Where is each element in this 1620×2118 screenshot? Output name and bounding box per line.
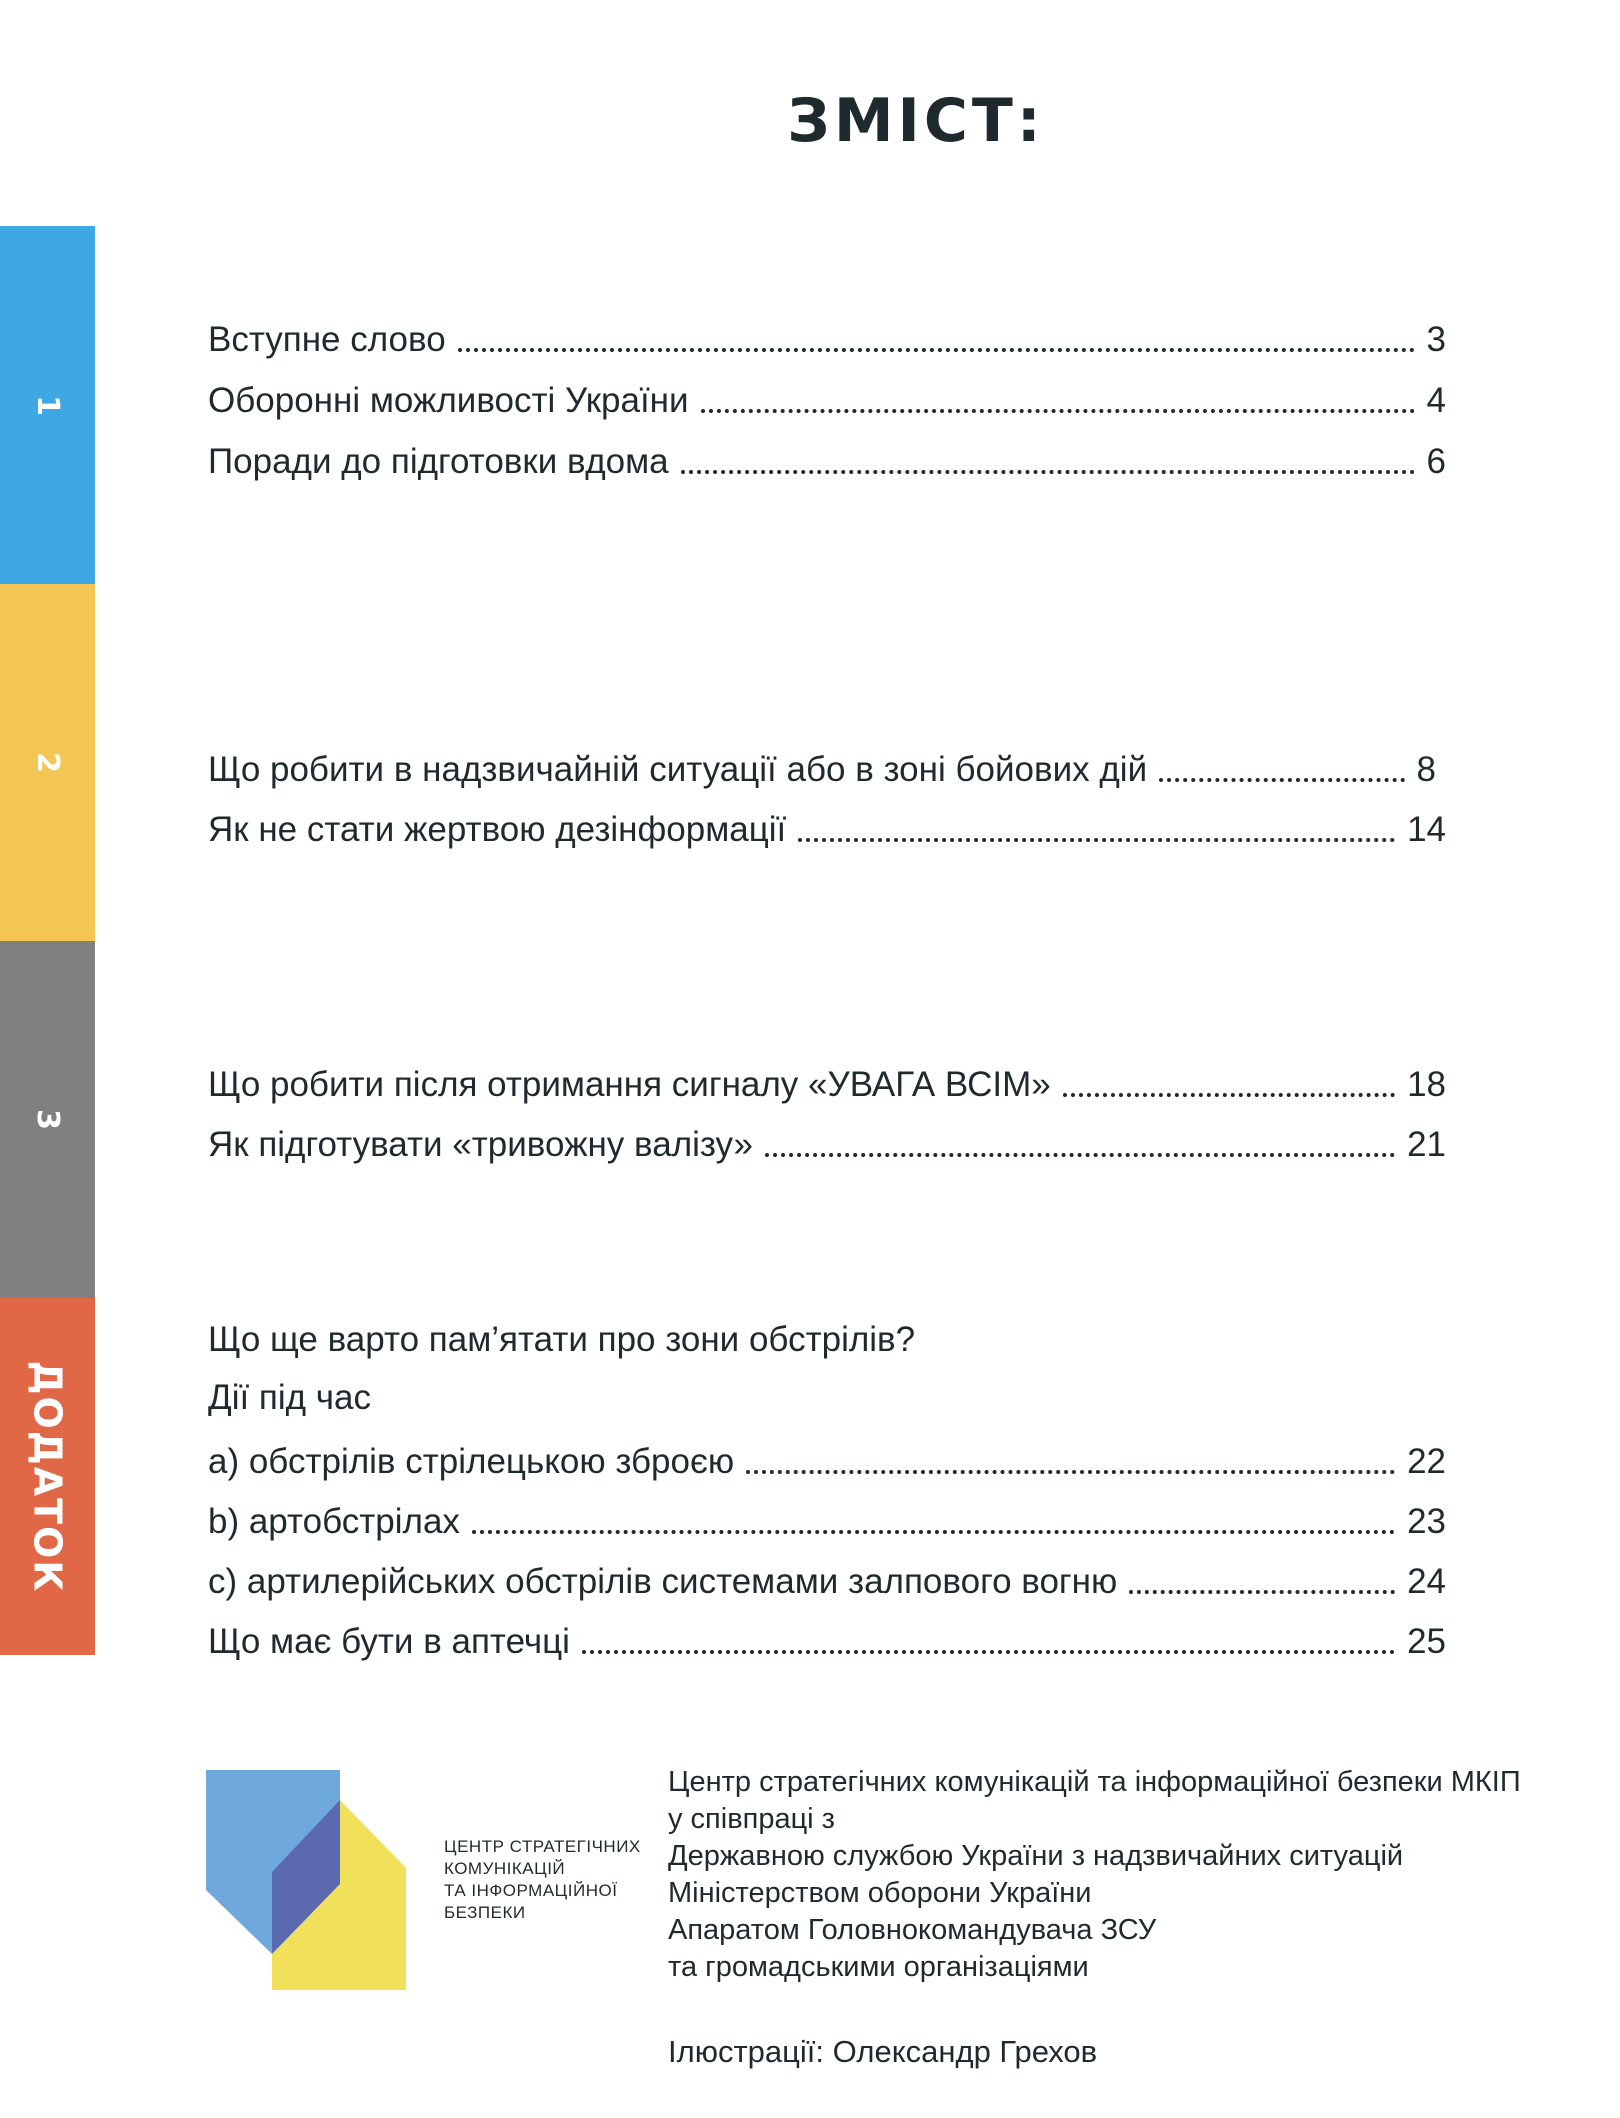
toc-entry-label: Що має бути в аптечці bbox=[208, 1622, 570, 1661]
toc-entry[interactable] bbox=[208, 373, 1446, 421]
dot-leader bbox=[1063, 1093, 1395, 1097]
toc-entry-label: Як не стати жертвою дезінформації bbox=[208, 810, 787, 849]
toc-entry-label: a) обстрілів стрілецькою зброєю bbox=[208, 1442, 735, 1481]
section-tab-3 bbox=[0, 941, 95, 1298]
section-tab-appendix bbox=[0, 1298, 95, 1655]
toc-entry[interactable] bbox=[208, 1434, 1446, 1482]
toc-entry-page: 21 bbox=[1407, 1125, 1446, 1164]
toc-entry-page: 6 bbox=[1426, 442, 1446, 481]
toc-entry[interactable] bbox=[208, 1614, 1446, 1662]
logo-caption-line: КОМУНІКАЦІЙ bbox=[444, 1859, 566, 1878]
page-title: ЗМІСТ: bbox=[787, 86, 1045, 156]
credits-line: у співпраці з bbox=[668, 1803, 835, 1835]
logo-caption-line: ТА ІНФОРМАЦІЙНОЇ bbox=[444, 1881, 618, 1900]
toc-entry-label: b) артобстрілах bbox=[208, 1502, 460, 1541]
dot-leader bbox=[765, 1153, 1395, 1157]
section-tab-2 bbox=[0, 584, 95, 941]
toc-entry[interactable] bbox=[208, 1117, 1446, 1165]
section-tab-label: 2 bbox=[30, 752, 65, 773]
toc-entry-label: Що робити після отримання сигналу «УВАГА ВСІМ» bbox=[208, 1065, 1051, 1104]
credits-line: та громадськими організаціями bbox=[668, 1951, 1089, 1983]
dot-leader bbox=[458, 348, 1415, 352]
appendix-heading: Що ще варто пам’ятати про зони обстрілів? bbox=[208, 1320, 916, 1359]
credits-line: Апаратом Головнокомандувача ЗСУ bbox=[668, 1914, 1157, 1946]
credits-block bbox=[668, 1764, 1568, 1986]
toc-entry-label: Як підготувати «тривожну валізу» bbox=[208, 1125, 753, 1164]
toc-entry[interactable] bbox=[208, 1057, 1446, 1105]
toc-entry-page: 14 bbox=[1407, 810, 1446, 849]
dot-leader bbox=[746, 1470, 1395, 1474]
credits-line: Центр стратегічних комунікацій та інформаційної безпеки МКІП bbox=[668, 1766, 1521, 1798]
credits-line: Державною службою України з надзвичайних ситуацій bbox=[668, 1840, 1404, 1872]
toc-entry-page: 3 bbox=[1426, 320, 1446, 359]
toc-entry-label: Оборонні можливості України bbox=[208, 381, 689, 420]
center-logo-icon bbox=[206, 1770, 416, 1990]
toc-entry-page: 24 bbox=[1407, 1562, 1446, 1601]
dot-leader bbox=[582, 1650, 1395, 1654]
toc-entry-page: 22 bbox=[1407, 1442, 1446, 1481]
toc-entry[interactable] bbox=[208, 1554, 1446, 1602]
logo-caption bbox=[444, 1836, 644, 1924]
toc-entry-page: 23 bbox=[1407, 1502, 1446, 1541]
section-tab-label: ДОДАТОК bbox=[25, 1360, 70, 1593]
toc-entry[interactable] bbox=[208, 434, 1446, 482]
toc-entry-label: Поради до підготовки вдома bbox=[208, 442, 669, 481]
toc-entry-page: 18 bbox=[1407, 1065, 1446, 1104]
section-tab-label: 1 bbox=[30, 394, 65, 416]
logo-caption-line: ЦЕНТР СТРАТЕГІЧНИХ bbox=[444, 1837, 641, 1856]
toc-entry[interactable] bbox=[208, 312, 1446, 360]
dot-leader bbox=[681, 470, 1415, 474]
toc-entry-page: 8 bbox=[1416, 750, 1436, 789]
section-tab-label: 3 bbox=[30, 1109, 65, 1130]
dot-leader bbox=[701, 409, 1415, 413]
illustrations-credit: Ілюстрації: Олександр Грехов bbox=[668, 2034, 1098, 2069]
toc-entry-page: 25 bbox=[1407, 1622, 1446, 1661]
toc-entry[interactable] bbox=[208, 802, 1446, 850]
dot-leader bbox=[472, 1530, 1395, 1534]
toc-entry-label: c) артилерійських обстрілів системами залпового вогню bbox=[208, 1562, 1118, 1601]
section-tab-1 bbox=[0, 226, 95, 584]
dot-leader bbox=[1129, 1590, 1395, 1594]
toc-entry-label: Що робити в надзвичайній ситуації або в зоні бойових дій bbox=[208, 750, 1148, 789]
logo-caption-line: БЕЗПЕКИ bbox=[444, 1903, 526, 1922]
credits-line: Міністерством оборони України bbox=[668, 1877, 1092, 1909]
dot-leader bbox=[798, 838, 1395, 842]
toc-entry-label: Вступне слово bbox=[208, 320, 446, 359]
toc-entry[interactable] bbox=[208, 1494, 1446, 1542]
dot-leader bbox=[1159, 778, 1404, 782]
toc-entry-page: 4 bbox=[1426, 381, 1446, 420]
appendix-subheading: Дії під час bbox=[208, 1378, 372, 1417]
toc-entry[interactable] bbox=[208, 742, 1436, 790]
